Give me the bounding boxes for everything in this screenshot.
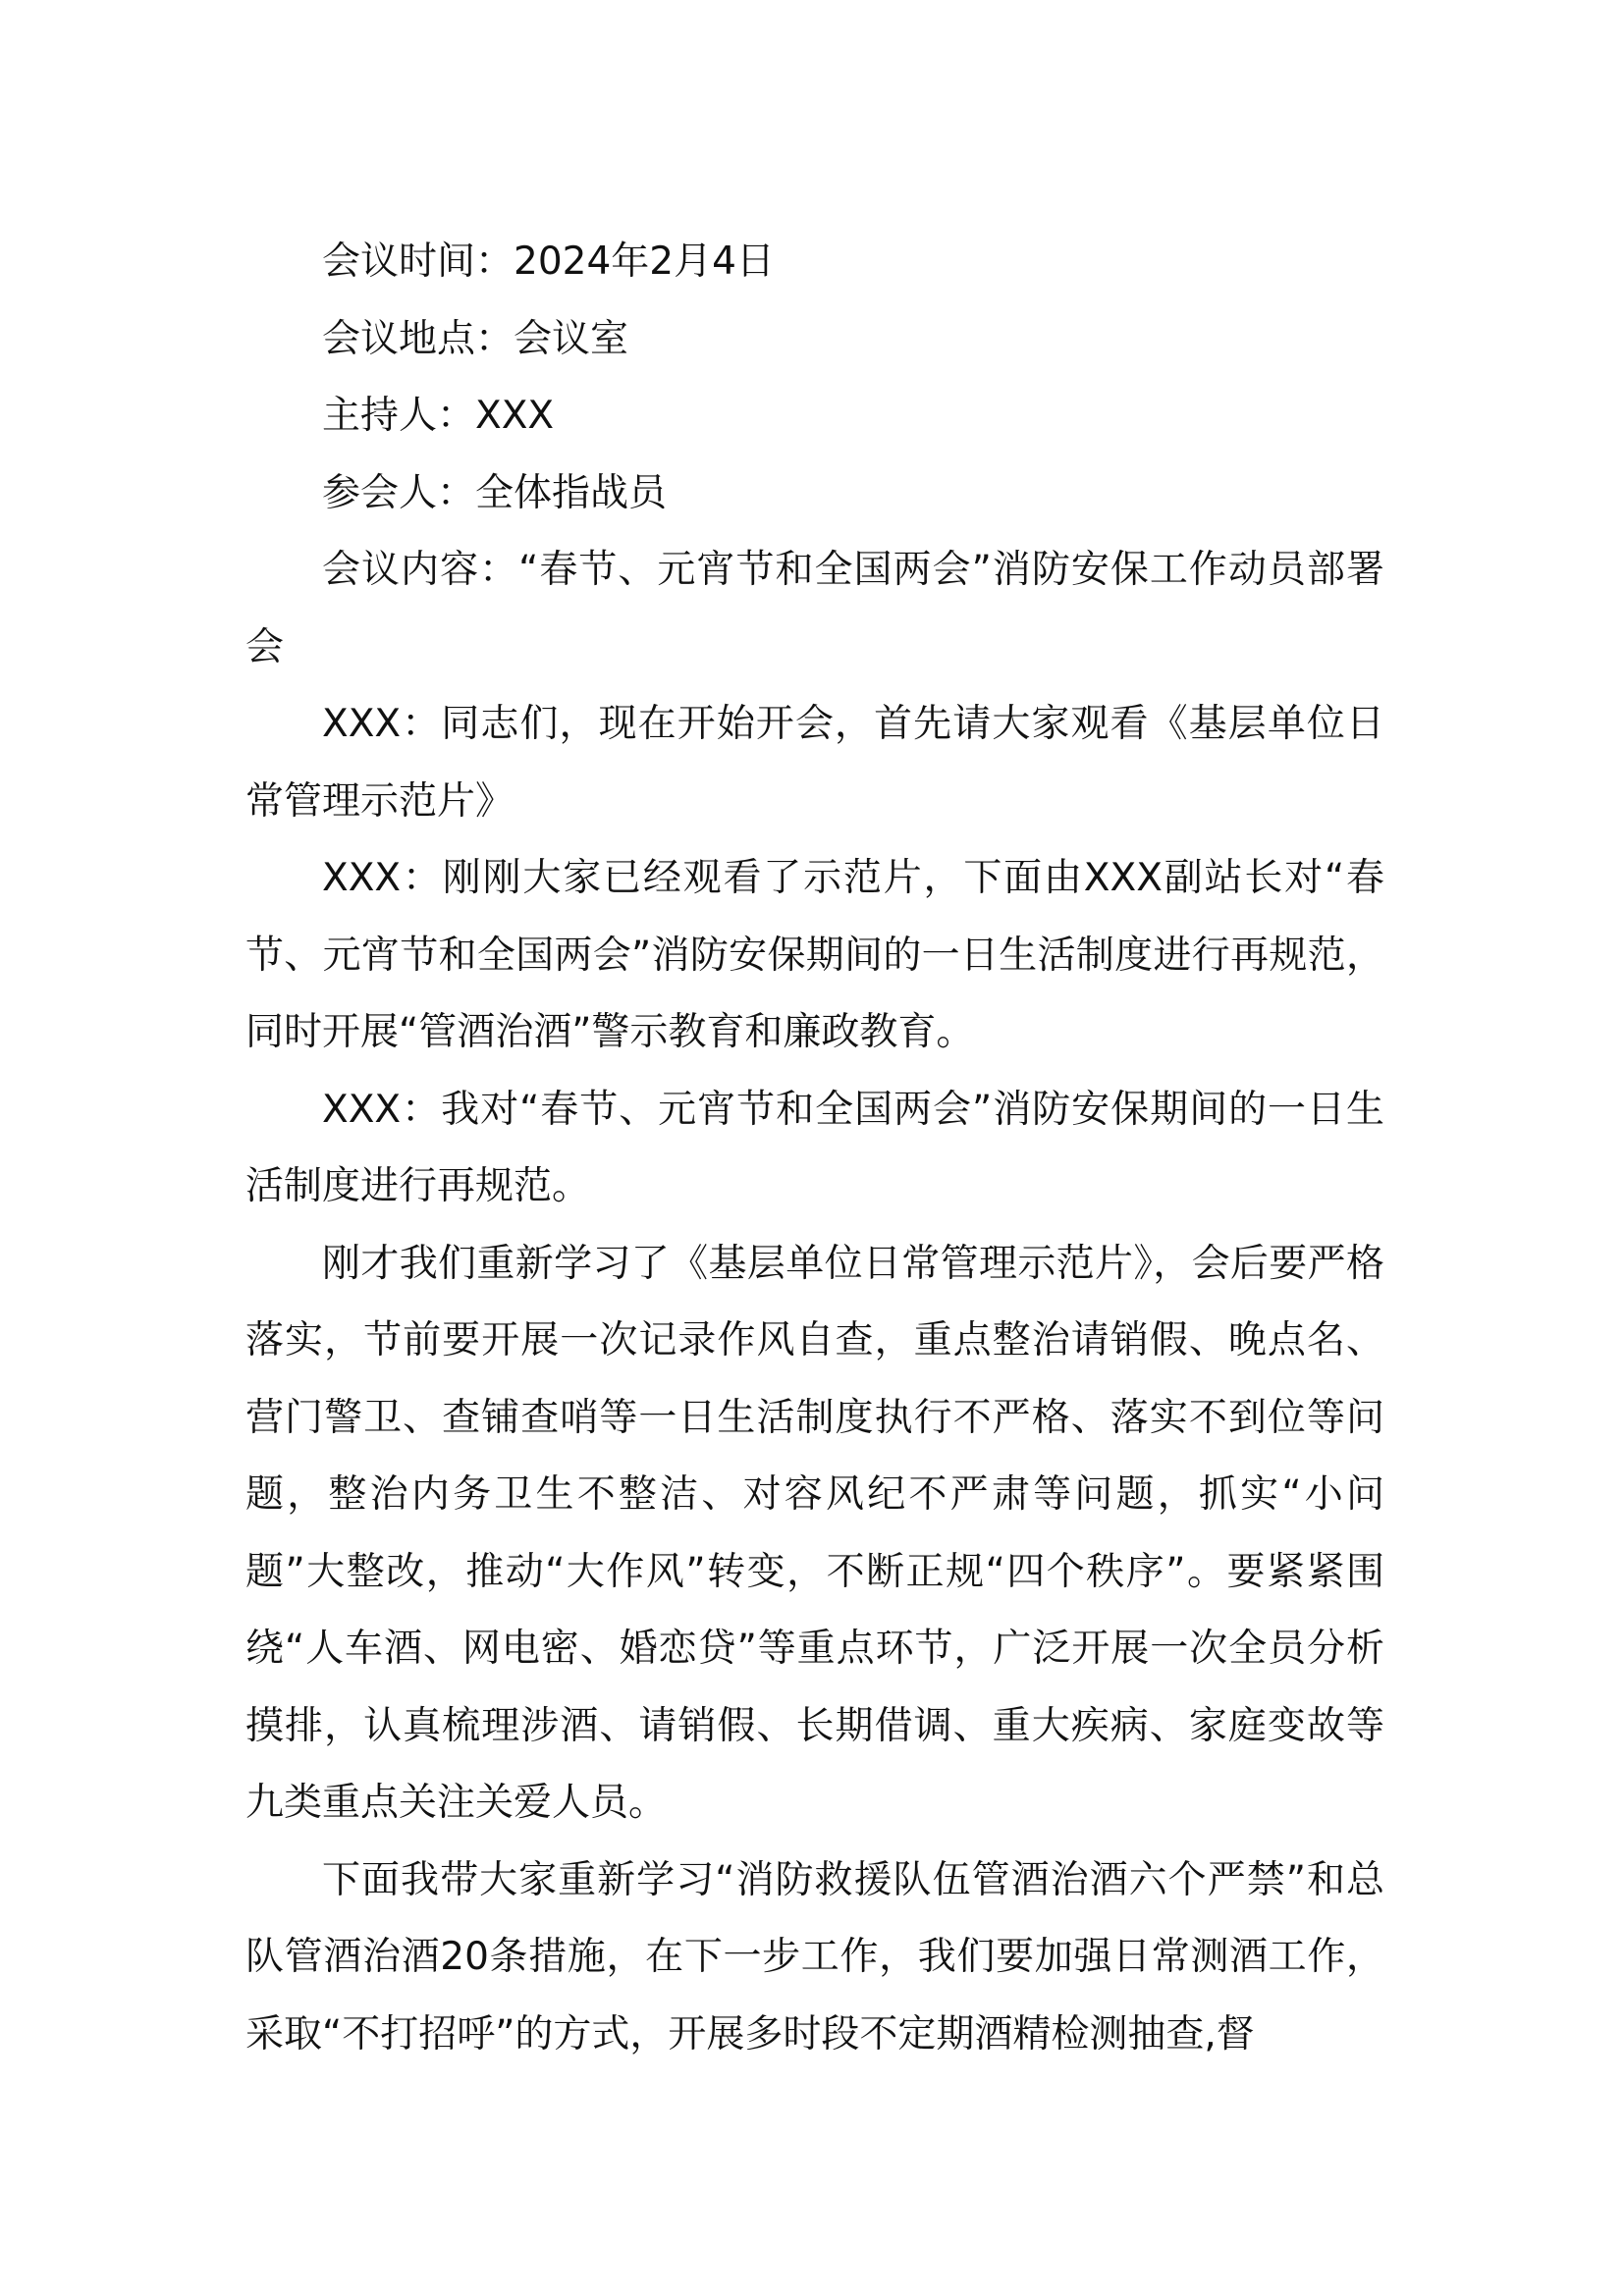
paragraph-alcohol-control: 下面我带大家重新学习“消防救援队伍管酒治酒六个严禁”和总队管酒治酒20条措施，在下一步工作，我们要加强日常测酒工作，采取“不打招呼”的方式，开展多时段不定期酒精检测抽查,督 [245, 1857, 1384, 2056]
document-body [245, 224, 1384, 2073]
paragraph-opening: XXX：同志们，现在开始开会，首先请大家观看《基层单位日常管理示范片》 [245, 702, 1384, 824]
meeting-host: 主持人：XXX [322, 394, 555, 438]
paragraph-regulation: XXX：我对“春节、元宵节和全国两会”消防安保期间的一日生活制度进行再规范。 [245, 1087, 1384, 1208]
paragraph-self-inspection: 刚才我们重新学习了《基层单位日常管理示范片》，会后要严格落实，节前要开展一次记录作风自查，重点整治请销假、晚点名、营门警卫、查铺查哨等一日生活制度执行不严格、落实不到位等问题，整治内务卫生不整洁、对容风纪不严肃等问题，抓实“小问题”大整改，推动“大作风”转变，不断正规“四个秩序”。要紧紧围绕“人车酒、网电密、婚恋贷”等重点环节，广泛开展一次全员分析摸排，认真梳理涉酒、请销假、长期借调、重大疾病、家庭变故等九类重点关注关爱人员。 [245, 1241, 1384, 1825]
paragraph-introduction: XXX：刚刚大家已经观看了示范片，下面由XXX副站长对“春节、元宵节和全国两会”消防安保期间的一日生活制度进行再规范，同时开展“管酒治酒”警示教育和廉政教育。 [245, 856, 1384, 1054]
meeting-time: 会议时间：2024年2月4日 [322, 240, 775, 284]
meeting-attendees: 参会人：全体指战员 [322, 470, 668, 515]
meeting-topic: 会议内容：“春节、元宵节和全国两会”消防安保工作动员部署会 [245, 548, 1384, 669]
meeting-location: 会议地点：会议室 [322, 316, 629, 361]
